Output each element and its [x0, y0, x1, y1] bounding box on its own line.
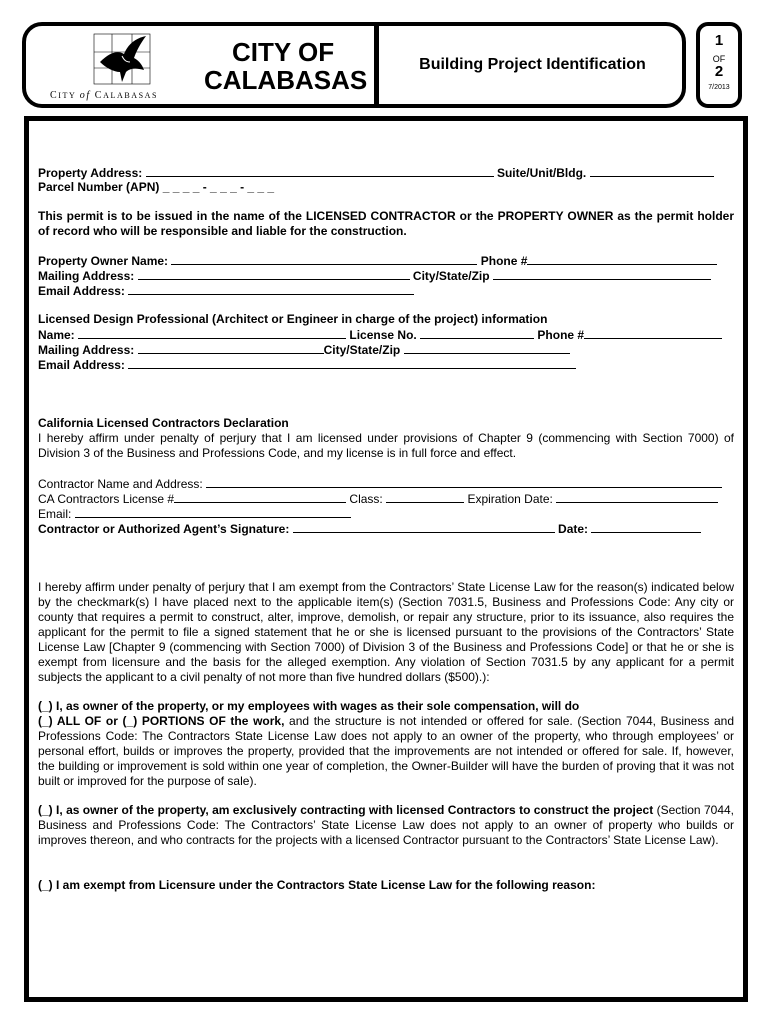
suite-field[interactable]	[590, 165, 714, 177]
contractor-email-field[interactable]	[75, 506, 351, 518]
owner-phone-field[interactable]	[527, 253, 717, 265]
design-pro-phone-field[interactable]	[584, 327, 722, 339]
contractor-affirmation: I hereby affirm under penalty of perjury that I am licensed under provisions of Chapter 9 (commencing with Section 7000) of Division 3 of the Business and Professions Code, and my license is in full force and effect.	[38, 431, 734, 460]
contractor-class-field[interactable]	[386, 491, 464, 503]
form-title: Building Project Identification	[419, 56, 646, 73]
contractor-signature-row: Contractor or Authorized Agent’s Signature: Date:	[38, 521, 701, 537]
page-number: 1	[714, 32, 724, 49]
property-address-row: Property Address: Suite/Unit/Bldg.	[38, 165, 714, 181]
owner-mailing-field[interactable]	[138, 268, 410, 280]
owner-email-row: Email Address:	[38, 283, 414, 299]
design-pro-name-row: Name: License No. Phone #	[38, 327, 722, 343]
design-pro-heading: Licensed Design Professional (Architect or Engineer in charge of the project) information	[38, 312, 548, 326]
contractor-date-field[interactable]	[591, 521, 701, 533]
city-logo	[26, 26, 194, 104]
header-box	[22, 22, 686, 108]
design-pro-city-field[interactable]	[404, 342, 570, 354]
page-total: 2	[714, 63, 724, 80]
owner-name-row: Property Owner Name: Phone #	[38, 253, 717, 269]
contractor-license-row: CA Contractors License # Class: Expiration Date:	[38, 491, 718, 507]
page-of-label: OF	[712, 54, 726, 64]
exemption-option-owner-builder[interactable]: (_) I, as owner of the property, or my employees with wages as their sole compensation, will do (_) ALL OF or (_) PORTIONS OF the work, and the structure is not intended or offered for sale. (Section 7044, Business and Professions Code: The Contractors State License Law does not apply to an owner of the property, who through employees’ or personal effort, builds or improves the property, provided that the improvements are not intended or offered for sale. If, however, the building or improvement is sold within one year of completion, the Owner-Builder will have the burden of proving that it was not built or improved for the purpose of sale).	[38, 699, 734, 788]
property-address-field[interactable]	[146, 165, 494, 177]
form-body	[24, 116, 748, 1002]
form-revision-date: 7/2013	[708, 84, 730, 91]
design-pro-email-field[interactable]	[128, 357, 576, 369]
owner-mailing-row: Mailing Address: City/State/Zip	[38, 268, 711, 284]
contractor-heading: California Licensed Contractors Declaration	[38, 416, 289, 430]
design-pro-mailing-field[interactable]	[138, 342, 324, 354]
logo-wordmark: CITY of CALABASAS	[50, 90, 159, 101]
contractor-name-row: Contractor Name and Address:	[38, 476, 722, 492]
hawk-logo-icon	[92, 32, 152, 86]
permit-notice: This permit is to be issued in the name of the LICENSED CONTRACTOR or the PROPERTY OWNER as the permit holder of record who will be responsible and liable for the construction.	[38, 209, 734, 238]
page-number-box	[696, 22, 742, 108]
city-name: CITY OF CALABASAS	[204, 37, 368, 95]
design-pro-mailing-row: Mailing Address: City/State/Zip	[38, 342, 570, 358]
design-pro-email-row: Email Address:	[38, 357, 576, 373]
exemption-option-licensed-contractors[interactable]: (_) I, as owner of the property, am exclusively contracting with licensed Contractors to construct the project (Section 7044, Business and Professions Code: The Contractors’ State License Law does not apply to an owner of property who builds or improves thereon, and who contracts for the projects with a licensed Contractor pursuant to the Contractors’ State License Law).	[38, 803, 734, 847]
owner-email-field[interactable]	[128, 283, 414, 295]
exemption-option-other-reason[interactable]: (_) I am exempt from Licensure under the Contractors State License Law for the following reason:	[38, 878, 596, 892]
owner-city-field[interactable]	[493, 268, 711, 280]
contractor-email-row: Email:	[38, 506, 351, 522]
contractor-name-field[interactable]	[206, 476, 722, 488]
contractor-signature-field[interactable]	[293, 521, 555, 533]
design-pro-name-field[interactable]	[78, 327, 346, 339]
contractor-expiration-field[interactable]	[556, 491, 718, 503]
owner-name-field[interactable]	[171, 253, 477, 265]
design-pro-license-field[interactable]	[420, 327, 534, 339]
parcel-number-row[interactable]: Parcel Number (APN) _ _ _ _ - _ _ _ - _ _ _	[38, 180, 275, 194]
contractor-license-field[interactable]	[174, 491, 346, 503]
exemption-intro: I hereby affirm under penalty of perjury that I am exempt from the Contractors’ State License Law for the reason(s) indicated below by the checkmark(s) I have placed next to the applicable item(s) (Section 7031.5, Business and Professions Code: Any city or county that requires a permit to construct, alter, improve, demolish, or repair any structure, prior to its issuance, also requires the applicant for the permit to file a signed statement that he or she is licensed pursuant to the provisions of the Contractors’ State License Law [Chapter 9 (commencing with Section 7000) of Division 3 of the Business and Professions Code] or that he or she is exempt from licensure and the basis for the alleged exemption. Any violation of Section 7031.5 by any applicant for a permit subjects the applicant to a civil penalty of not more than five hundred dollars ($500).):	[38, 580, 734, 684]
